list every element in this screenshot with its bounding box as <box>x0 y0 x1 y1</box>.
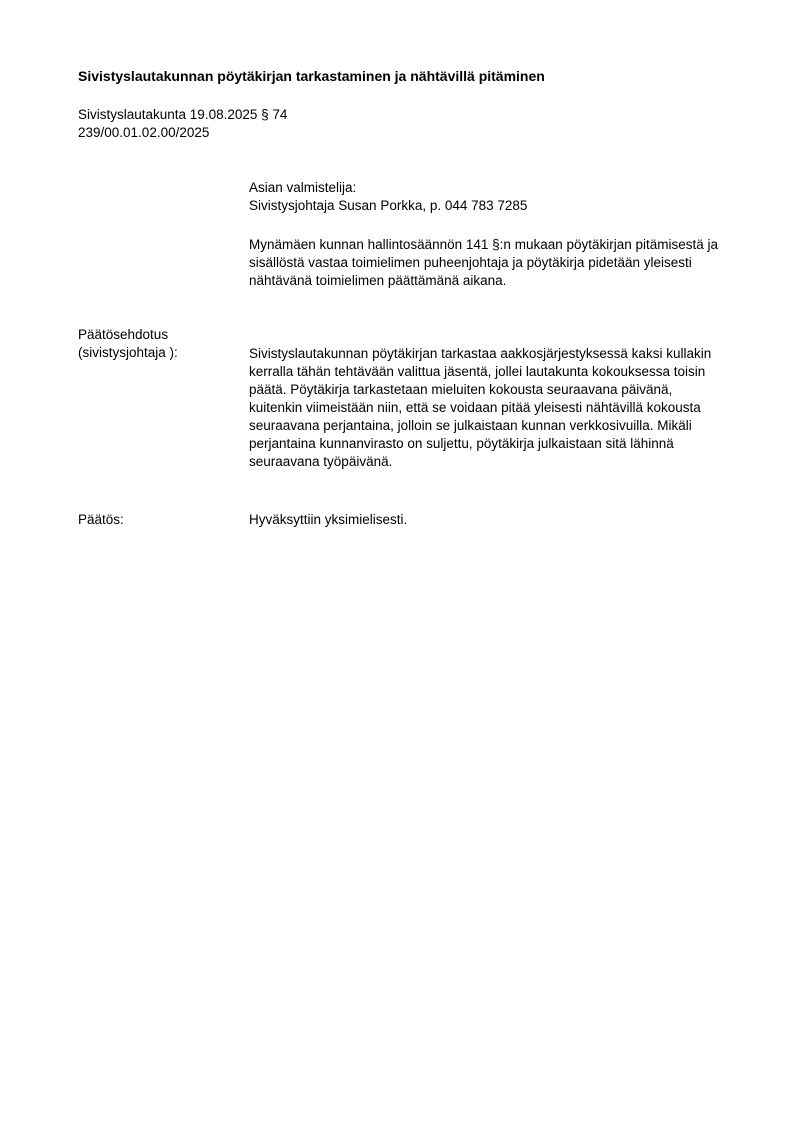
decision-label: Päätös: <box>78 512 124 527</box>
document-title: Sivistyslautakunnan pöytäkirjan tarkastaminen ja nähtävillä pitäminen <box>78 68 545 84</box>
intro-text: Mynämäen kunnan hallintosäännön 141 §:n mukaan pöytäkirjan pitämisestä ja sisällöstä vastaa toimielimen puheenjohtaja ja pöytäkirja pidetään yleisesti nähtävänä toimielimen päättämänä aikana. <box>249 237 719 288</box>
decision-paragraph <box>249 511 719 529</box>
proposal-text: Sivistyslautakunnan pöytäkirjan tarkastaa aakkosjärjestyksessä kaksi kullakin kerralla tähän tehtävään valittua jäsentä, jollei lautakunta kokouksessa toisin päätä. Pöytäkirja tarkastetaan mieluiten kokousta seuraavana päivänä, kuitenkin viimeistään niin, että se voidaan pitää yleisesti nähtävillä kokousta seuraavana perjantaina, jolloin se julkaistaan kunnan verkkosivuilla. Mikäli perjantaina kunnanvirasto on suljettu, pöytäkirja julkaistaan sitä lähinnä seuraavana työpäivänä. <box>249 346 712 469</box>
meeting-line: Sivistyslautakunta 19.08.2025 § 74 <box>78 107 288 122</box>
intro-paragraph <box>249 236 719 290</box>
preparer-block <box>249 179 719 215</box>
proposal-label-line1: Päätösehdotus <box>78 327 169 342</box>
proposal-label-line2: (sivistysjohtaja ): <box>78 345 178 360</box>
preparer-heading: Asian valmistelija: <box>249 180 357 195</box>
decision-text: Hyväksyttiin yksimielisesti. <box>249 512 408 527</box>
preparer-name: Sivistysjohtaja Susan Porkka, p. 044 783 7285 <box>249 198 528 213</box>
meeting-meta <box>78 106 287 142</box>
proposal-paragraph <box>249 345 719 471</box>
proposal-label <box>78 326 178 362</box>
record-number: 239/00.01.02.00/2025 <box>78 125 210 140</box>
